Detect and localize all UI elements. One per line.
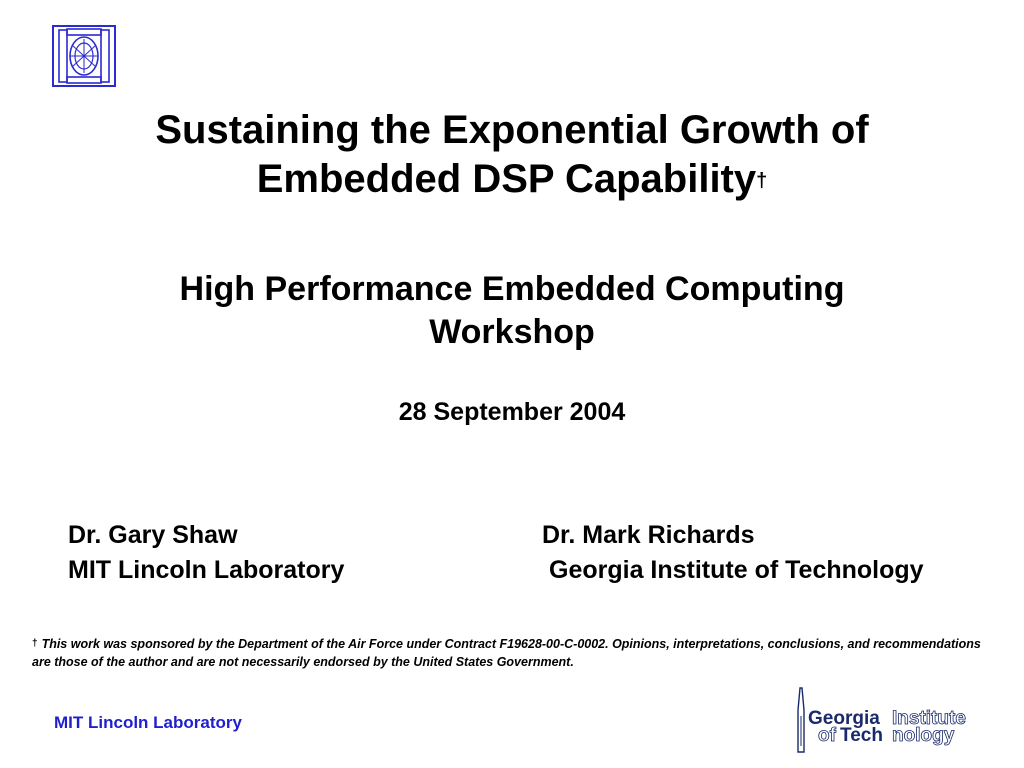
georgia-tech-logo [792, 686, 992, 756]
title-line-1: Sustaining the Exponential Growth of [155, 108, 869, 152]
subtitle-line-1: High Performance Embedded Computing [179, 270, 845, 308]
author-2 [542, 518, 924, 588]
footnote-mark: † [32, 638, 38, 649]
footer-organization: MIT Lincoln Laboratory [54, 713, 242, 732]
lincoln-lab-logo [52, 25, 116, 87]
title-dagger: † [756, 170, 768, 192]
footnote-text: This work was sponsored by the Department of the Air Force under Contract F19628-00-C-0002. Opinions, interpretations, conclusions, and recommendations are those of the author and are not necessarily endorsed by the United States Government. [32, 637, 981, 669]
sponsorship-footnote [32, 635, 997, 671]
gt-tech: Tech [840, 725, 883, 746]
gt-institute: Institute [892, 708, 966, 729]
subtitle-line-2: Workshop [429, 313, 595, 351]
gt-georgia: Georgia [808, 708, 880, 729]
title-line-2 [0, 155, 1024, 204]
title-line-2-text: Embedded DSP Capability [256, 157, 757, 201]
presentation-date: 28 September 2004 [398, 398, 626, 426]
author-2-affiliation: Georgia Institute of Technology [549, 556, 924, 584]
gt-of: of [818, 725, 836, 746]
slide-title [0, 106, 1024, 204]
gt-nology: nology [892, 725, 955, 746]
author-2-name: Dr. Mark Richards [542, 521, 755, 549]
author-1-name: Dr. Gary Shaw [68, 521, 238, 549]
slide-subtitle [0, 268, 1024, 354]
author-1-affiliation: MIT Lincoln Laboratory [68, 556, 345, 584]
author-1 [68, 518, 344, 588]
